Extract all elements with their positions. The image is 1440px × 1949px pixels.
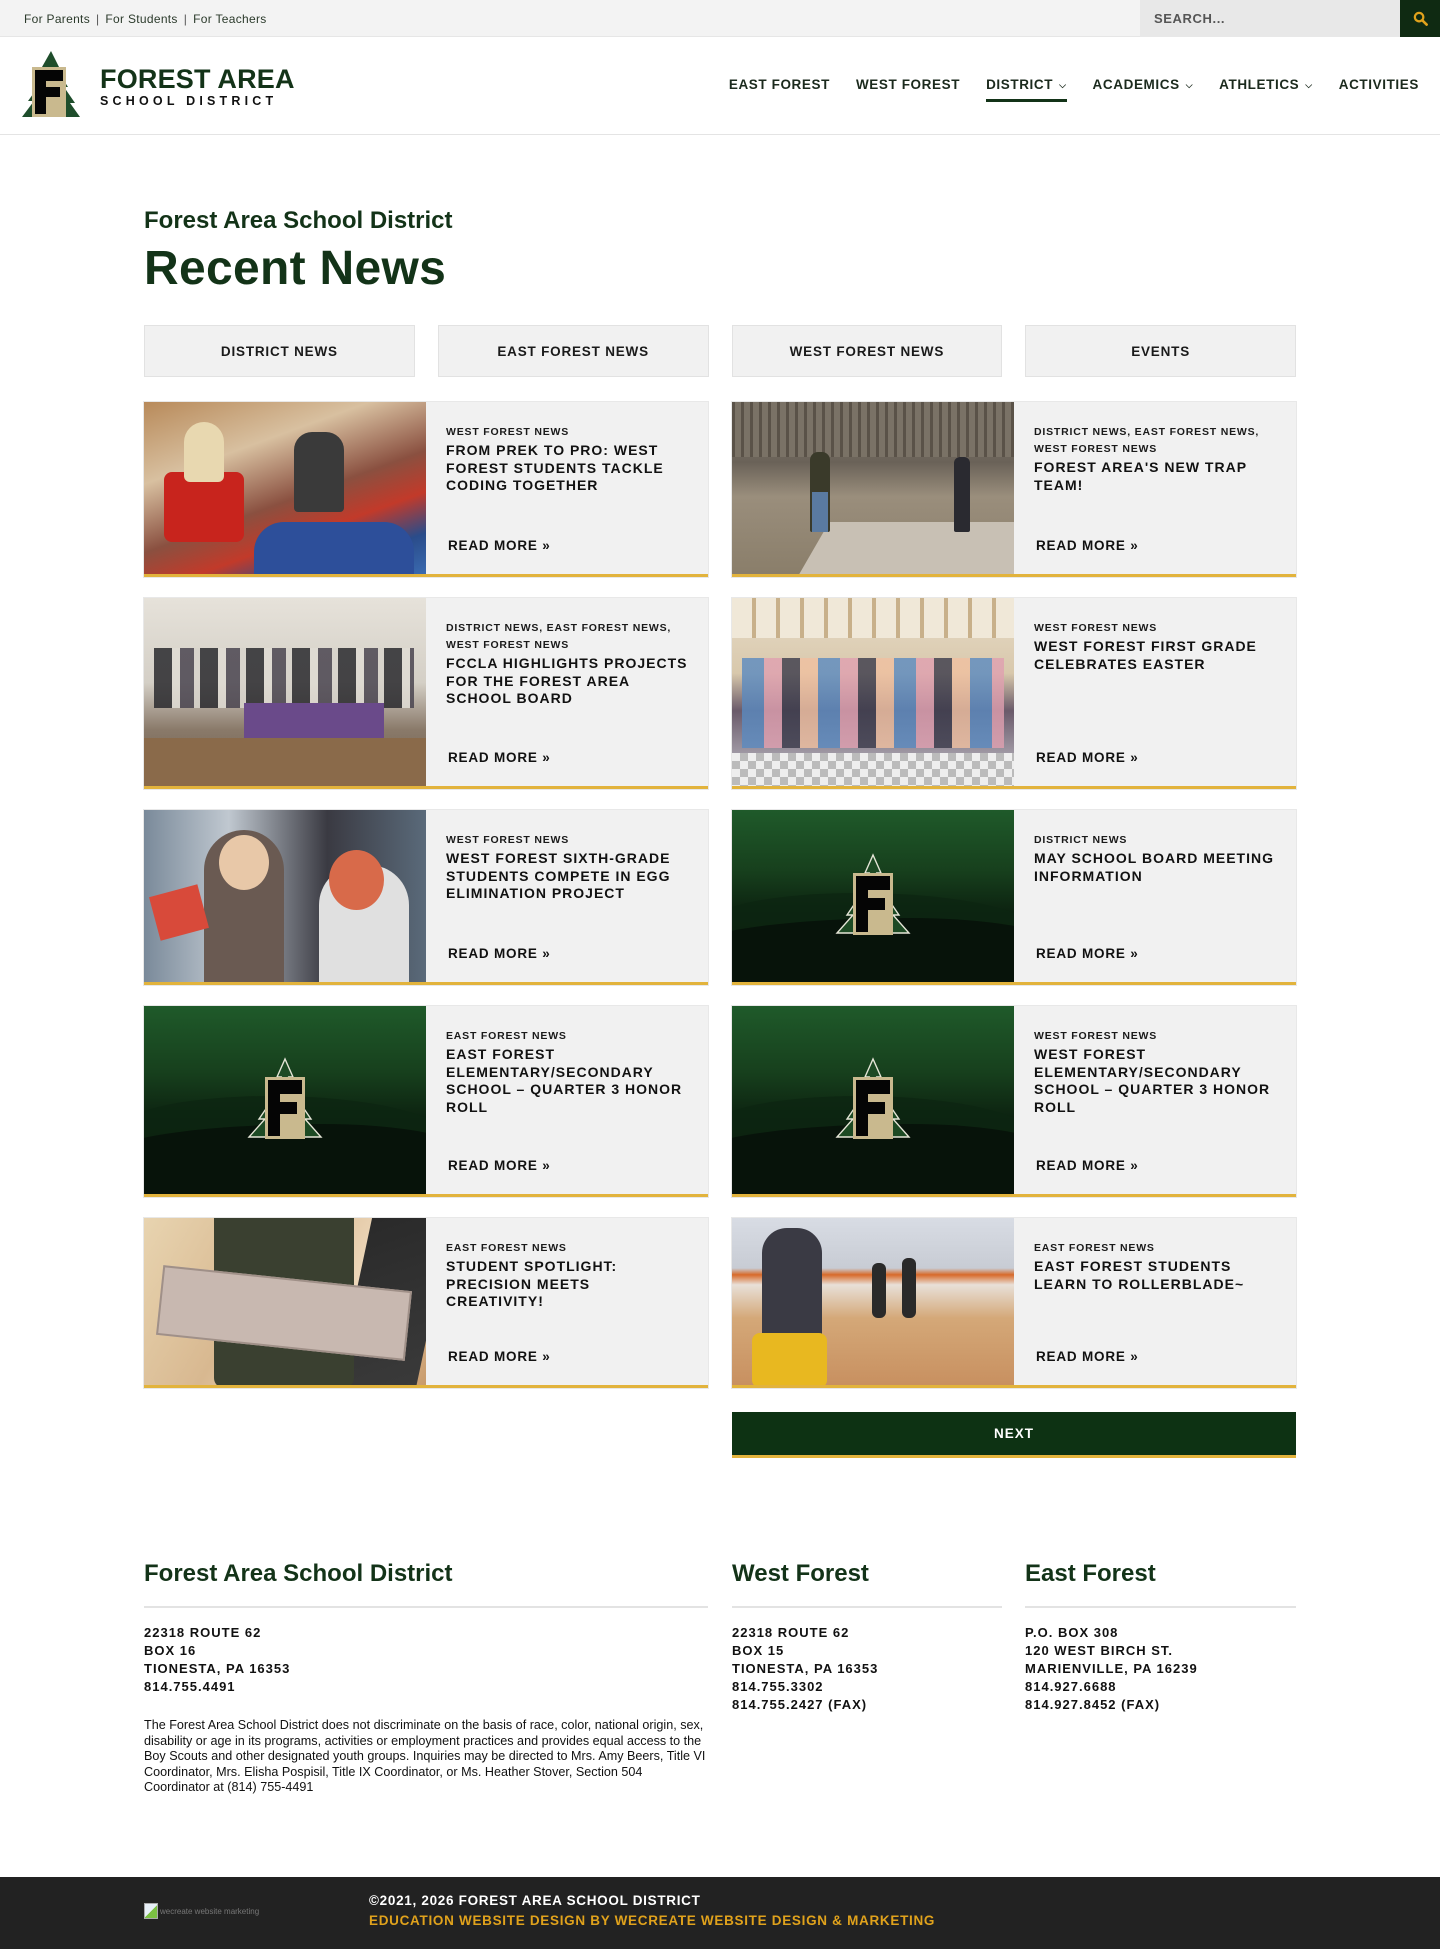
filter-west-forest-news[interactable]: WEST FOREST NEWS xyxy=(732,325,1003,377)
link-for-students[interactable]: For Students xyxy=(105,12,178,26)
card-title[interactable]: MAY SCHOOL BOARD MEETING INFORMATION xyxy=(1034,850,1274,884)
site-header xyxy=(0,37,1440,135)
phone-link[interactable]: 814.755.4491 xyxy=(144,1679,236,1694)
read-more-link[interactable]: READ MORE » xyxy=(448,1349,551,1364)
chevron-down-icon: ⌵ xyxy=(1059,80,1067,90)
designer-credit-link[interactable]: EDUCATION WEBSITE DESIGN BY WECREATE WEBSITE DESIGN & MARKETING xyxy=(369,1913,936,1928)
image-placeholder-icon xyxy=(144,1903,158,1919)
footer-east-heading: East Forest xyxy=(1025,1560,1296,1608)
logo-f-tree-icon xyxy=(22,51,86,121)
read-more-link[interactable]: READ MORE » xyxy=(1036,946,1139,961)
card-title[interactable]: WEST FOREST FIRST GRADE CELEBRATES EASTER xyxy=(1034,638,1257,672)
read-more-link[interactable]: READ MORE » xyxy=(448,946,551,961)
card-title[interactable]: STUDENT SPOTLIGHT: PRECISION MEETS CREATIVITY! xyxy=(446,1258,618,1309)
address-line: 22318 ROUTE 62 xyxy=(144,1625,262,1640)
news-card[interactable] xyxy=(732,1218,1296,1388)
card-title[interactable]: WEST FOREST SIXTH-GRADE STUDENTS COMPETE IN EGG ELIMINATION PROJECT xyxy=(446,850,671,901)
address-line: 22318 ROUTE 62 xyxy=(732,1625,850,1640)
utility-bar xyxy=(0,0,1440,37)
link-for-teachers[interactable]: For Teachers xyxy=(193,12,267,26)
nav-west-forest[interactable] xyxy=(856,77,960,92)
card-title[interactable]: FROM PREK TO PRO: WEST FOREST STUDENTS TACKLE CODING TOGETHER xyxy=(446,442,664,493)
chevron-down-icon: ⌵ xyxy=(1305,80,1313,90)
news-image-trap-range[interactable] xyxy=(732,402,1014,574)
read-more-link[interactable]: READ MORE » xyxy=(1036,538,1139,553)
news-image-district-logo[interactable] xyxy=(732,1006,1014,1194)
news-card[interactable] xyxy=(732,598,1296,789)
address-line: P.O. BOX 308 xyxy=(1025,1625,1119,1640)
nav-label: ACADEMICS xyxy=(1092,77,1180,92)
read-more-link[interactable]: READ MORE » xyxy=(448,750,551,765)
address-line: MARIENVILLE, PA 16239 xyxy=(1025,1661,1198,1676)
fax-number: 814.927.8452 (FAX) xyxy=(1025,1697,1161,1712)
address-line: 120 WEST BIRCH ST. xyxy=(1025,1643,1174,1658)
search-button[interactable] xyxy=(1400,0,1440,37)
nav-label: WEST FOREST xyxy=(855,77,961,92)
logo-title: FOREST AREA xyxy=(100,63,295,94)
news-card[interactable] xyxy=(144,402,708,577)
read-more-link[interactable]: READ MORE » xyxy=(448,538,551,553)
district-logo-icon xyxy=(835,1057,911,1143)
news-card[interactable] xyxy=(144,598,708,789)
east-address xyxy=(1025,1624,1296,1714)
phone-link[interactable]: 814.927.6688 xyxy=(1025,1679,1117,1694)
news-image-egg-project[interactable] xyxy=(144,810,426,982)
read-more-link[interactable]: READ MORE » xyxy=(1036,750,1139,765)
district-logo-icon xyxy=(835,853,911,939)
card-title[interactable]: EAST FOREST ELEMENTARY/SECONDARY SCHOOL – QUARTER 3 HONOR ROLL xyxy=(446,1046,683,1115)
news-image-classroom-coding[interactable] xyxy=(144,402,426,574)
card-category: DISTRICT NEWS, EAST FOREST NEWS, WEST FOREST NEWS xyxy=(1034,426,1260,455)
news-card[interactable] xyxy=(732,402,1296,577)
nav-athletics[interactable] xyxy=(1219,77,1313,92)
nav-label: EAST FOREST xyxy=(728,77,830,92)
card-category: WEST FOREST NEWS xyxy=(1034,1030,1158,1042)
nav-label: ACTIVITIES xyxy=(1338,77,1419,92)
news-card[interactable] xyxy=(732,1006,1296,1197)
news-card[interactable] xyxy=(732,810,1296,985)
nav-district[interactable] xyxy=(986,77,1066,92)
site-logo[interactable] xyxy=(22,51,295,121)
card-title[interactable]: EAST FOREST STUDENTS LEARN TO ROLLERBLADE~ xyxy=(1034,1258,1245,1292)
news-card[interactable] xyxy=(144,1218,708,1388)
card-title[interactable]: WEST FOREST ELEMENTARY/SECONDARY SCHOOL – QUARTER 3 HONOR ROLL xyxy=(1034,1046,1271,1115)
read-more-link[interactable]: READ MORE » xyxy=(1036,1349,1139,1364)
image-alt-text: wecreate website marketing xyxy=(160,1906,260,1916)
search-icon xyxy=(1413,11,1428,26)
card-category: EAST FOREST NEWS xyxy=(1034,1242,1155,1254)
separator: | xyxy=(96,12,100,26)
search-box xyxy=(1140,0,1400,37)
page-title: Recent News xyxy=(144,242,447,295)
card-category: DISTRICT NEWS, EAST FOREST NEWS, WEST FOREST NEWS xyxy=(446,622,672,651)
address-line: BOX 15 xyxy=(732,1643,785,1658)
nav-activities[interactable] xyxy=(1339,77,1419,92)
card-category: WEST FOREST NEWS xyxy=(446,834,570,846)
main-nav xyxy=(716,77,1432,92)
news-image-gym-rollerblade[interactable] xyxy=(732,1218,1014,1385)
nav-label: DISTRICT xyxy=(986,77,1054,92)
section-eyebrow: Forest Area School District xyxy=(144,207,453,234)
address-line: BOX 16 xyxy=(144,1643,197,1658)
fax-number: 814.755.2427 (FAX) xyxy=(732,1697,868,1712)
broken-image-icon[interactable] xyxy=(144,1903,304,1919)
nondiscrimination-statement: The Forest Area School District does not discriminate on the basis of race, color, national origin, sex, disability or age in its programs, activities or employment practices and provides equal access to the Boy Scouts and other designated youth groups. Inquiries may be directed to Mrs. Amy Beers, Title VI Coordinator, Mrs. Elisha Pospisil, Title IX Coordinator, or Ms. Heather Stover, Section 504 Coordinator at (814) 755-4491 xyxy=(144,1718,706,1794)
link-for-parents[interactable]: For Parents xyxy=(24,12,90,26)
news-card[interactable] xyxy=(144,1006,708,1197)
nav-label: ATHLETICS xyxy=(1219,77,1300,92)
logo-subtitle: SCHOOL DISTRICT xyxy=(100,93,278,108)
audience-links xyxy=(24,12,267,26)
search-input[interactable] xyxy=(1140,0,1400,37)
news-image-student-sign[interactable] xyxy=(144,1218,426,1385)
read-more-link[interactable]: READ MORE » xyxy=(1036,1158,1139,1173)
news-image-easter-class[interactable] xyxy=(732,598,1014,786)
filter-district-news[interactable]: DISTRICT NEWS xyxy=(144,325,415,377)
footer-east-forest xyxy=(1025,1550,1296,1714)
nav-academics[interactable] xyxy=(1093,77,1194,92)
filter-east-forest-news[interactable]: EAST FOREST NEWS xyxy=(438,325,709,377)
filter-events[interactable]: EVENTS xyxy=(1025,325,1296,377)
next-page-button[interactable]: NEXT xyxy=(732,1412,1296,1458)
footer-district xyxy=(144,1550,708,1796)
phone-link[interactable]: 814.755.3302 xyxy=(732,1679,824,1694)
card-category: WEST FOREST NEWS xyxy=(1034,622,1158,634)
card-category: EAST FOREST NEWS xyxy=(446,1242,567,1254)
footer-district-heading: Forest Area School District xyxy=(144,1560,708,1608)
footer-west-heading: West Forest xyxy=(732,1560,1002,1608)
card-category: EAST FOREST NEWS xyxy=(446,1030,567,1042)
news-card[interactable] xyxy=(144,810,708,985)
card-category: DISTRICT NEWS xyxy=(1034,834,1128,846)
west-address xyxy=(732,1624,1002,1714)
footer-west-forest xyxy=(732,1550,1002,1714)
address-line: TIONESTA, PA 16353 xyxy=(732,1661,879,1676)
read-more-link[interactable]: READ MORE » xyxy=(448,1158,551,1173)
news-image-district-logo[interactable] xyxy=(144,1006,426,1194)
district-address xyxy=(144,1624,708,1696)
news-image-fccla-group[interactable] xyxy=(144,598,426,786)
card-title[interactable]: FOREST AREA'S NEW TRAP TEAM! xyxy=(1034,459,1247,493)
copyright-text: ©2021, 2026 FOREST AREA SCHOOL DISTRICT xyxy=(369,1893,701,1908)
address-line: TIONESTA, PA 16353 xyxy=(144,1661,291,1676)
chevron-down-icon: ⌵ xyxy=(1185,80,1194,90)
district-logo-icon xyxy=(247,1057,323,1143)
news-filters xyxy=(144,325,1296,377)
nav-east-forest[interactable] xyxy=(729,77,830,92)
card-title[interactable]: FCCLA HIGHLIGHTS PROJECTS FOR THE FOREST AREA SCHOOL BOARD xyxy=(446,655,688,706)
news-image-district-logo[interactable] xyxy=(732,810,1014,982)
separator: | xyxy=(183,12,188,26)
copyright-bar xyxy=(0,1877,1440,1949)
card-category: WEST FOREST NEWS xyxy=(446,426,570,438)
